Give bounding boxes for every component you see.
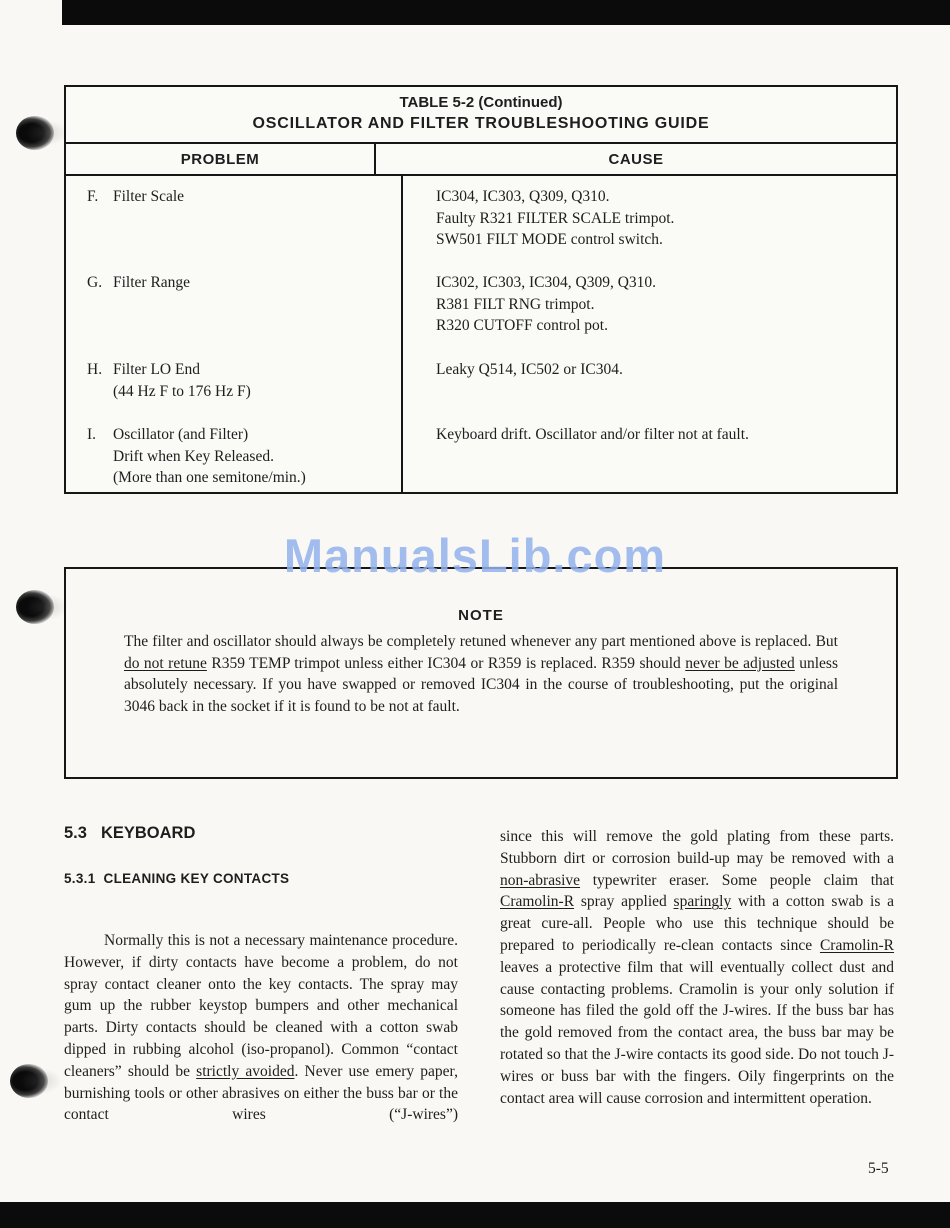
cause-line: R320 CUTOFF control pot.	[436, 317, 608, 334]
cause-cell	[403, 414, 896, 492]
cause-cell	[403, 176, 896, 262]
cause-cell	[403, 349, 896, 414]
binder-hole-icon	[10, 1064, 48, 1098]
problem-lines	[113, 272, 395, 349]
problem-letter: G.	[87, 274, 103, 291]
problem-lines	[113, 424, 395, 492]
problem-cell	[66, 262, 403, 349]
problem-line: Oscillator (and Filter)	[113, 426, 249, 443]
table-row	[66, 176, 896, 262]
cause-line: Faulty R321 FILTER SCALE trimpot.	[436, 209, 675, 227]
problem-line: (More than one semitone/min.)	[113, 469, 306, 486]
problem-line: Filter Range	[113, 274, 191, 291]
problem-line: Filter Scale	[113, 188, 185, 205]
page-number: 5-5	[868, 1160, 889, 1177]
problem-line: (44 Hz F to 176 Hz F)	[113, 382, 251, 400]
problem-letter: I.	[87, 426, 97, 443]
body-text-left-column: Normally this is not a necessary maintenance procedure. However, if dirty contacts have become a problem, do not spray contact cleaner onto the key contacts. The spray may gum up the rubber keystop bumpers and other mechanical parts. Dirty contacts should be cleaned with a cotton swab dipped in rubbing alcohol (iso-propanol). Common “contact cleaners” should be strictly avoided. Never use emery paper, burnishing tools or other abrasives on either the buss bar or the contact wires (“J-wires”)	[64, 932, 458, 1124]
scan-top-edge-bar	[62, 0, 950, 25]
subsection-number: 5.3.1	[64, 871, 96, 886]
problem-letter: F.	[87, 188, 99, 205]
section-number: 5.3	[64, 824, 87, 842]
problem-lines	[113, 186, 395, 262]
problem-letter: H.	[87, 361, 103, 378]
scan-bottom-edge-bar	[0, 1202, 950, 1228]
section-heading-keyboard	[64, 824, 195, 843]
cause-line: IC304, IC303, Q309, Q310.	[436, 188, 610, 205]
problem-cell	[66, 349, 403, 414]
note-body-text: The filter and oscillator should always be completely retuned whenever any part mentioned above is replaced. But do not retune R359 TEMP trimpot unless either IC304 or R359 is replaced. R359 should never be adjusted unless absolutely necessary. If you have swapped or removed IC304 in the course of troubleshooting, put the original 3046 back in the socket if it is found to be not at fault.	[124, 633, 838, 715]
cause-line: Leaky Q514, IC502 or IC304.	[436, 361, 623, 378]
cause-line: R381 FILT RNG trimpot.	[436, 295, 595, 313]
subsection-heading-cleaning-key-contacts	[64, 871, 289, 886]
table-title-line1: TABLE 5-2 (Continued)	[399, 94, 563, 111]
cause-cell	[403, 262, 896, 349]
table-body	[66, 176, 896, 492]
problem-cell	[66, 176, 403, 262]
table-title	[66, 87, 896, 144]
table-title-line2: OSCILLATOR AND FILTER TROUBLESHOOTING GUIDE	[252, 115, 710, 132]
subsection-title: CLEANING KEY CONTACTS	[103, 871, 290, 886]
table-row	[66, 414, 896, 492]
cause-line: Keyboard drift. Oscillator and/or filter not at fault.	[436, 426, 749, 443]
problem-line: Drift when Key Released.	[113, 447, 274, 465]
cause-line: IC302, IC303, IC304, Q309, Q310.	[436, 274, 657, 291]
problem-lines	[113, 359, 395, 414]
column-header-problem: PROBLEM	[66, 144, 376, 174]
binder-hole-icon	[16, 590, 54, 624]
table-row	[66, 349, 896, 414]
manualslib-watermark: ManualsLib.com	[283, 529, 667, 582]
problem-line: Filter LO End	[113, 361, 200, 378]
table-header-row	[66, 144, 896, 176]
problem-cell	[66, 414, 403, 492]
column-header-cause: CAUSE	[608, 151, 664, 168]
note-box	[64, 567, 898, 779]
section-title: KEYBOARD	[100, 824, 196, 842]
cause-line: SW501 FILT MODE control switch.	[436, 231, 663, 248]
note-heading: NOTE	[458, 607, 504, 624]
body-text-right-column: since this will remove the gold plating from these parts. Stubborn dirt or corrosion build-up may be removed with a non-abrasive typewriter eraser. Some people claim that Cramolin-R spray applied sparingly with a cotton swab is a great cure-all. People who use this technique should be prepared to periodically re-clean contacts since Cramolin-R leaves a protective film that will eventually collect dust and cause contacting problems. Cramolin is your only solution if someone has filed the gold off the J-wires. If the buss bar has the gold removed from the contact area, the buss bar may be rotated so that the J-wire contacts its good side. Do not touch J-wires or buss bar with the fingers. Oily fingerprints on the contact area will cause corrosion and intermittent operation.	[500, 828, 894, 1107]
binder-hole-icon	[16, 116, 54, 150]
troubleshooting-table	[64, 85, 898, 494]
table-row	[66, 262, 896, 349]
